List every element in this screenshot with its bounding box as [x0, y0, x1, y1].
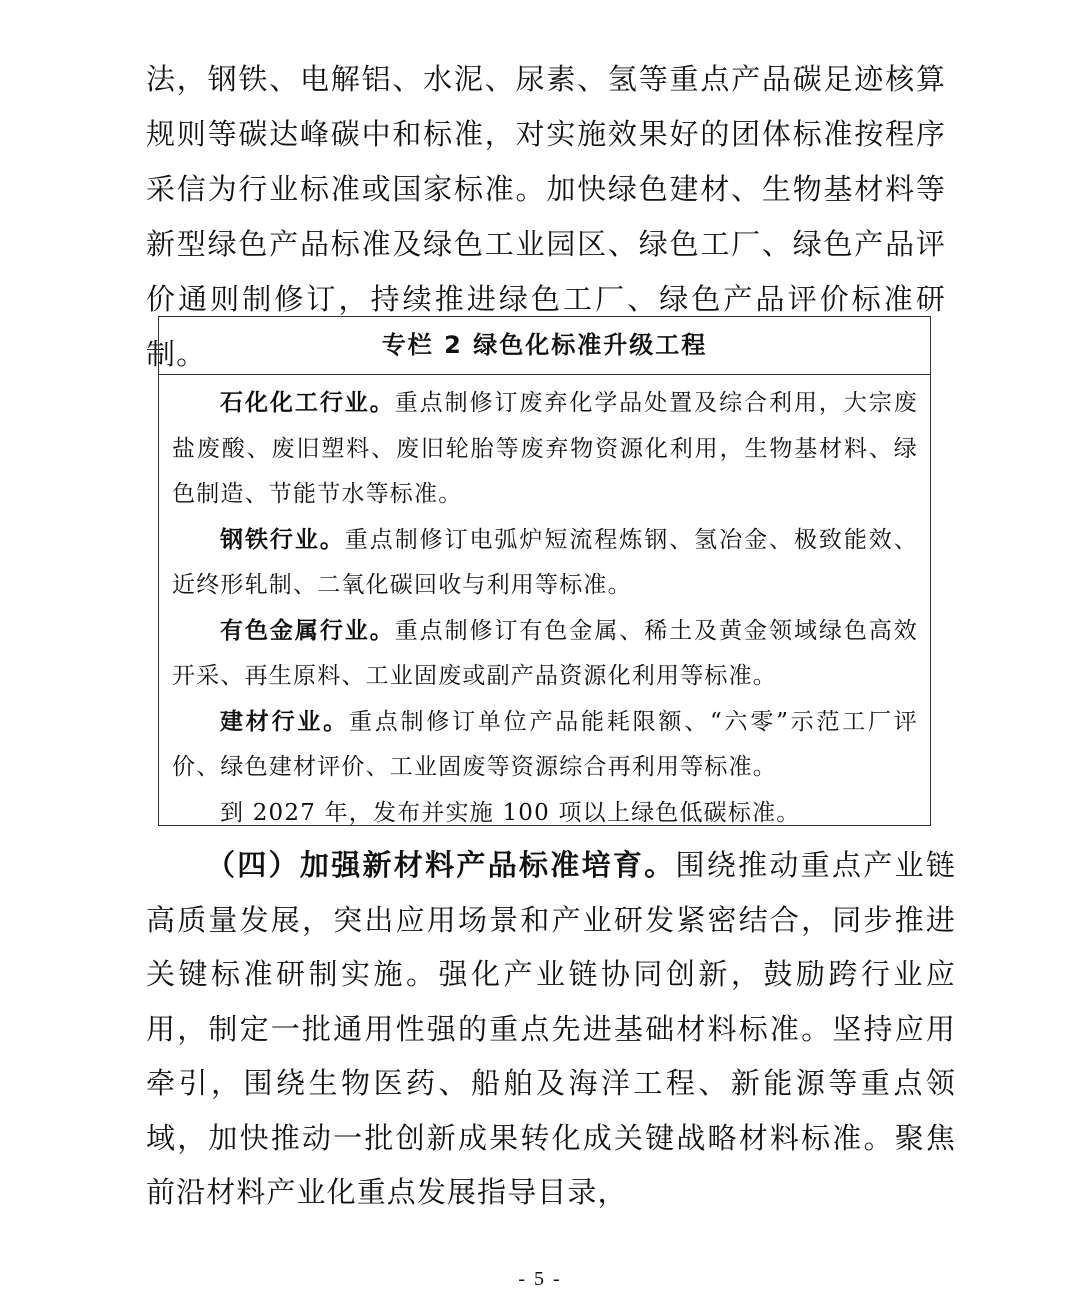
box-item-petrochemical	[172, 381, 918, 518]
box-item-text: 重点制修订电弧炉短流程炼钢、氢冶金、极致能效、近终形轧制、二氧化碳回收与利用等标准。	[172, 526, 918, 598]
box-item-lead: 建材行业。	[220, 708, 349, 735]
section-heading: （四）加强新材料产品标准培育。	[206, 848, 676, 882]
page-number: - 5 -	[518, 1268, 562, 1290]
box-item-text: 重点制修订废弃化学品处置及综合利用，大宗废盐废酸、废旧塑料、废旧轮胎等废弃物资源化利用，生物基材料、绿色制造、节能节水等标准。	[172, 390, 918, 507]
body-paragraph-top: 法，钢铁、电解铝、水泥、尿素、氢等重点产品碳足迹核算规则等碳达峰碳中和标准，对实施效果好的团体标准按程序采信为行业标准或国家标准。加快绿色建材、生物基材料等新型绿色产品标准及绿色工业园区、绿色工厂、绿色产品评价通则制修订，持续推进绿色工厂、绿色产品评价标准研制。	[146, 62, 946, 371]
body-paragraph-section-4	[146, 838, 956, 1220]
box-item-lead: 有色金属行业。	[220, 617, 395, 644]
box-item-text: 重点制修订有色金属、稀土及黄金领域绿色高效开采、再生原料、工业固废或副产品资源化利用等标准。	[172, 617, 918, 689]
box-body	[159, 375, 930, 836]
box-closing-target: 到 2027 年，发布并实施 100 项以上绿色低碳标准。	[220, 799, 801, 826]
box-item-lead: 钢铁行业。	[220, 526, 345, 553]
box-title: 专栏 2 绿色化标准升级工程	[159, 317, 930, 375]
box-item-lead: 石化化工行业。	[220, 390, 395, 416]
sidebar-box-column-2	[158, 316, 931, 826]
box-item-nonferrous	[172, 609, 918, 700]
box-item-text: 重点制修订单位产品能耗限额、“六零”示范工厂评价、绿色建材评价、工业固废等资源综合再利用等标准。	[172, 708, 919, 780]
box-item-building-materials	[172, 700, 918, 791]
section-text: 围绕推动重点产业链高质量发展，突出应用场景和产业研发紧密结合，同步推进关键标准研制实施。强化产业链协同创新，鼓励跨行业应用，制定一批通用性强的重点先进基础材料标准。坚持应用牵引，围绕生物医药、船舶及海洋工程、新能源等重点领域，加快推动一批创新成果转化成关键战略材料标准。聚焦前沿材料产业化重点发展指导目录，	[146, 848, 956, 1209]
box-item-steel	[172, 518, 918, 609]
